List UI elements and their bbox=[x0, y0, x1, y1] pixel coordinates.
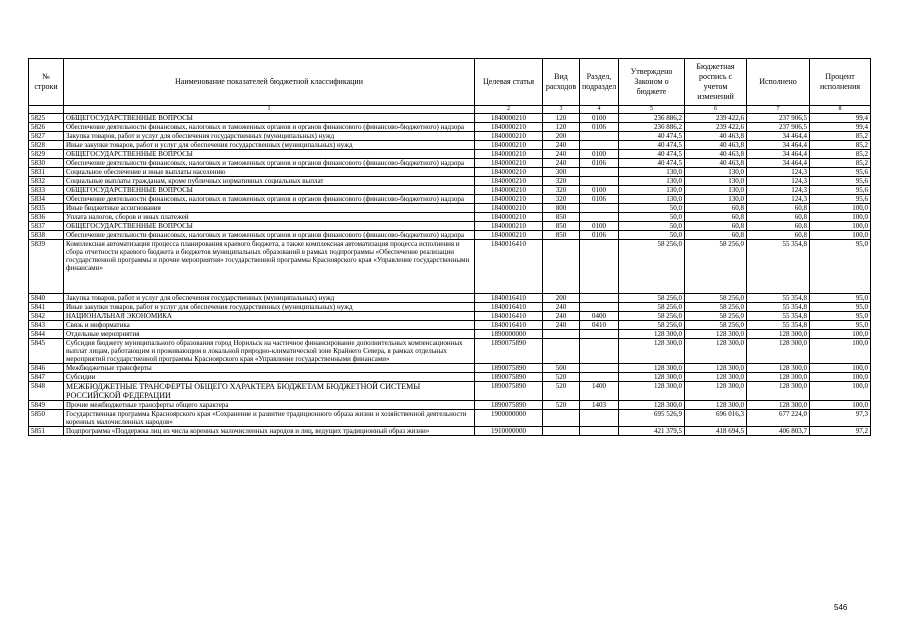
row-approved: 236 886,2 bbox=[619, 123, 685, 132]
row-section bbox=[580, 141, 619, 150]
row-percent: 95,0 bbox=[810, 321, 871, 330]
row-target: 1840000210 bbox=[475, 195, 543, 204]
row-executed: 60,8 bbox=[747, 231, 810, 240]
row-percent: 85,2 bbox=[810, 141, 871, 150]
row-expense-type: 320 bbox=[543, 186, 580, 195]
row-budget-list: 40 463,8 bbox=[685, 141, 747, 150]
row-percent: 85,2 bbox=[810, 159, 871, 168]
row-expense-type: 120 bbox=[543, 123, 580, 132]
row-section: 0100 bbox=[580, 222, 619, 231]
row-budget-list: 60,8 bbox=[685, 222, 747, 231]
row-executed: 55 354,8 bbox=[747, 321, 810, 330]
row-section bbox=[580, 339, 619, 364]
header-budget-list: Бюджетная роспись с учетом изменений bbox=[685, 59, 747, 106]
row-name: Социальное обеспечение и иные выплаты населению bbox=[64, 168, 475, 177]
row-section bbox=[580, 373, 619, 382]
row-approved: 236 886,2 bbox=[619, 114, 685, 123]
table-row bbox=[29, 195, 871, 204]
row-target: 1840000210 bbox=[475, 213, 543, 222]
row-name: ОБЩЕГОСУДАРСТВЕННЫЕ ВОПРОСЫ bbox=[64, 150, 475, 159]
row-percent: 85,2 bbox=[810, 132, 871, 141]
row-name: Обеспечение деятельности финансовых, налоговых и таможенных органов и органов финансового (финансово-бюджетного) надзора bbox=[64, 123, 475, 132]
row-approved: 128 300,0 bbox=[619, 401, 685, 410]
row-target: 1840016410 bbox=[475, 240, 543, 294]
row-expense-type: 520 bbox=[543, 373, 580, 382]
table-row bbox=[29, 222, 871, 231]
row-percent: 100,0 bbox=[810, 339, 871, 364]
row-number: 5848 bbox=[29, 382, 64, 401]
row-percent: 99,4 bbox=[810, 123, 871, 132]
table-row bbox=[29, 330, 871, 339]
row-percent: 100,0 bbox=[810, 204, 871, 213]
row-executed: 55 354,8 bbox=[747, 303, 810, 312]
row-section bbox=[580, 330, 619, 339]
row-number: 5827 bbox=[29, 132, 64, 141]
budget-table bbox=[28, 58, 871, 436]
row-section: 0100 bbox=[580, 114, 619, 123]
row-target: 1840000210 bbox=[475, 177, 543, 186]
row-number: 5839 bbox=[29, 240, 64, 294]
row-number: 5826 bbox=[29, 123, 64, 132]
row-approved: 128 300,0 bbox=[619, 330, 685, 339]
row-target: 1840000210 bbox=[475, 123, 543, 132]
row-approved: 58 256,0 bbox=[619, 312, 685, 321]
row-approved: 58 256,0 bbox=[619, 303, 685, 312]
row-section bbox=[580, 294, 619, 303]
column-number: 8 bbox=[810, 106, 871, 114]
table-row bbox=[29, 168, 871, 177]
row-target: 1840000210 bbox=[475, 168, 543, 177]
row-executed: 60,8 bbox=[747, 213, 810, 222]
row-number: 5825 bbox=[29, 114, 64, 123]
row-budget-list: 60,8 bbox=[685, 231, 747, 240]
row-expense-type: 200 bbox=[543, 294, 580, 303]
row-expense-type: 520 bbox=[543, 382, 580, 401]
row-section bbox=[580, 364, 619, 373]
header-row bbox=[29, 59, 871, 106]
row-section bbox=[580, 303, 619, 312]
column-number: 4 bbox=[580, 106, 619, 114]
row-executed: 60,8 bbox=[747, 204, 810, 213]
row-executed: 60,8 bbox=[747, 222, 810, 231]
table-row bbox=[29, 410, 871, 427]
row-budget-list: 40 463,8 bbox=[685, 132, 747, 141]
row-approved: 58 256,0 bbox=[619, 294, 685, 303]
row-section bbox=[580, 177, 619, 186]
row-target: 1840016410 bbox=[475, 321, 543, 330]
row-section bbox=[580, 427, 619, 436]
table-row bbox=[29, 364, 871, 373]
row-number: 5828 bbox=[29, 141, 64, 150]
row-percent: 95,6 bbox=[810, 168, 871, 177]
row-executed: 128 300,0 bbox=[747, 339, 810, 364]
row-approved: 40 474,5 bbox=[619, 150, 685, 159]
table-row bbox=[29, 213, 871, 222]
row-executed: 34 464,4 bbox=[747, 159, 810, 168]
row-expense-type bbox=[543, 240, 580, 294]
row-percent: 95,0 bbox=[810, 312, 871, 321]
row-percent: 100,0 bbox=[810, 231, 871, 240]
row-target: 1840000210 bbox=[475, 186, 543, 195]
row-percent: 100,0 bbox=[810, 373, 871, 382]
row-number: 5836 bbox=[29, 213, 64, 222]
row-executed: 55 354,8 bbox=[747, 312, 810, 321]
row-section: 0106 bbox=[580, 123, 619, 132]
row-budget-list: 60,8 bbox=[685, 213, 747, 222]
row-budget-list: 128 300,0 bbox=[685, 339, 747, 364]
row-number: 5829 bbox=[29, 150, 64, 159]
row-budget-list: 40 463,8 bbox=[685, 159, 747, 168]
row-executed: 128 300,0 bbox=[747, 364, 810, 373]
row-percent: 100,0 bbox=[810, 364, 871, 373]
budget-table-sheet bbox=[28, 58, 870, 436]
row-section: 0106 bbox=[580, 195, 619, 204]
row-number: 5835 bbox=[29, 204, 64, 213]
row-budget-list: 58 256,0 bbox=[685, 321, 747, 330]
row-approved: 40 474,5 bbox=[619, 159, 685, 168]
table-row bbox=[29, 303, 871, 312]
column-number-row bbox=[29, 106, 871, 114]
row-budget-list: 128 300,0 bbox=[685, 373, 747, 382]
header-approved: Утверждено Законом о бюджете bbox=[619, 59, 685, 106]
row-budget-list: 696 016,3 bbox=[685, 410, 747, 427]
row-budget-list: 40 463,8 bbox=[685, 150, 747, 159]
row-expense-type: 240 bbox=[543, 150, 580, 159]
row-name: ОБЩЕГОСУДАРСТВЕННЫЕ ВОПРОСЫ bbox=[64, 222, 475, 231]
table-row bbox=[29, 373, 871, 382]
row-approved: 50,0 bbox=[619, 213, 685, 222]
row-budget-list: 58 256,0 bbox=[685, 312, 747, 321]
row-target: 1840000210 bbox=[475, 159, 543, 168]
table-row bbox=[29, 159, 871, 168]
row-percent: 100,0 bbox=[810, 401, 871, 410]
row-executed: 124,3 bbox=[747, 186, 810, 195]
row-target: 1840000210 bbox=[475, 132, 543, 141]
row-budget-list: 58 256,0 bbox=[685, 240, 747, 294]
row-target: 1910000000 bbox=[475, 427, 543, 436]
row-expense-type: 850 bbox=[543, 213, 580, 222]
header-expense-type: Вид расходов bbox=[543, 59, 580, 106]
row-name: Обеспечение деятельности финансовых, налоговых и таможенных органов и органов финансового (финансово-бюджетного) надзора bbox=[64, 195, 475, 204]
row-number: 5840 bbox=[29, 294, 64, 303]
row-target: 1840000210 bbox=[475, 114, 543, 123]
row-number: 5830 bbox=[29, 159, 64, 168]
column-number: 2 bbox=[475, 106, 543, 114]
row-name: Закупка товаров, работ и услуг для обеспечения государственных (муниципальных) нужд bbox=[64, 294, 475, 303]
row-target: 1890075890 bbox=[475, 382, 543, 401]
row-expense-type bbox=[543, 339, 580, 364]
row-approved: 50,0 bbox=[619, 231, 685, 240]
row-expense-type: 240 bbox=[543, 321, 580, 330]
row-budget-list: 128 300,0 bbox=[685, 382, 747, 401]
row-name: ОБЩЕГОСУДАРСТВЕННЫЕ ВОПРОСЫ bbox=[64, 186, 475, 195]
column-number: 7 bbox=[747, 106, 810, 114]
row-target: 1840016410 bbox=[475, 312, 543, 321]
row-executed: 55 354,8 bbox=[747, 294, 810, 303]
row-name: Иные закупки товаров, работ и услуг для обеспечения государственных (муниципальных) нужд bbox=[64, 303, 475, 312]
row-approved: 128 300,0 bbox=[619, 382, 685, 401]
row-number: 5842 bbox=[29, 312, 64, 321]
row-budget-list: 130,0 bbox=[685, 195, 747, 204]
table-row bbox=[29, 123, 871, 132]
row-budget-list: 60,8 bbox=[685, 204, 747, 213]
row-executed: 34 464,4 bbox=[747, 150, 810, 159]
row-target: 1890075890 bbox=[475, 373, 543, 382]
row-budget-list: 128 300,0 bbox=[685, 364, 747, 373]
row-expense-type: 850 bbox=[543, 222, 580, 231]
row-executed: 124,3 bbox=[747, 177, 810, 186]
row-expense-type: 240 bbox=[543, 159, 580, 168]
table-body bbox=[29, 114, 871, 436]
row-executed: 237 906,5 bbox=[747, 123, 810, 132]
row-target: 1890075890 bbox=[475, 401, 543, 410]
row-percent: 95,0 bbox=[810, 294, 871, 303]
row-percent: 100,0 bbox=[810, 382, 871, 401]
row-approved: 50,0 bbox=[619, 204, 685, 213]
table-row bbox=[29, 132, 871, 141]
table-row bbox=[29, 204, 871, 213]
row-number: 5847 bbox=[29, 373, 64, 382]
row-section: 0106 bbox=[580, 159, 619, 168]
row-expense-type: 300 bbox=[543, 168, 580, 177]
row-budget-list: 239 422,6 bbox=[685, 114, 747, 123]
row-percent: 95,0 bbox=[810, 303, 871, 312]
table-row bbox=[29, 114, 871, 123]
column-number: 6 bbox=[685, 106, 747, 114]
row-section bbox=[580, 204, 619, 213]
row-approved: 58 256,0 bbox=[619, 321, 685, 330]
row-number: 5841 bbox=[29, 303, 64, 312]
row-budget-list: 58 256,0 bbox=[685, 294, 747, 303]
row-approved: 695 526,9 bbox=[619, 410, 685, 427]
row-number: 5833 bbox=[29, 186, 64, 195]
row-number: 5849 bbox=[29, 401, 64, 410]
row-expense-type: 120 bbox=[543, 114, 580, 123]
header-row-no: № строки bbox=[29, 59, 64, 106]
row-approved: 128 300,0 bbox=[619, 364, 685, 373]
column-number: 3 bbox=[543, 106, 580, 114]
row-section bbox=[580, 132, 619, 141]
header-target: Целевая статья bbox=[475, 59, 543, 106]
row-approved: 130,0 bbox=[619, 177, 685, 186]
row-name: Связь и информатика bbox=[64, 321, 475, 330]
table-row bbox=[29, 382, 871, 401]
row-name: Уплата налогов, сборов и иных платежей bbox=[64, 213, 475, 222]
row-target: 1840000210 bbox=[475, 222, 543, 231]
row-section bbox=[580, 240, 619, 294]
row-executed: 34 464,4 bbox=[747, 132, 810, 141]
row-approved: 128 300,0 bbox=[619, 373, 685, 382]
row-name: НАЦИОНАЛЬНАЯ ЭКОНОМИКА bbox=[64, 312, 475, 321]
row-target: 1840016410 bbox=[475, 303, 543, 312]
row-number: 5846 bbox=[29, 364, 64, 373]
column-number: 5 bbox=[619, 106, 685, 114]
row-name: Межбюджетные трансферты bbox=[64, 364, 475, 373]
table-row bbox=[29, 294, 871, 303]
row-expense-type bbox=[543, 410, 580, 427]
column-number: 1 bbox=[64, 106, 475, 114]
row-budget-list: 128 300,0 bbox=[685, 330, 747, 339]
row-expense-type: 240 bbox=[543, 312, 580, 321]
row-number: 5845 bbox=[29, 339, 64, 364]
row-expense-type: 320 bbox=[543, 177, 580, 186]
row-target: 1840000210 bbox=[475, 231, 543, 240]
table-row bbox=[29, 321, 871, 330]
row-name: Иные закупки товаров, работ и услуг для обеспечения государственных (муниципальных) нужд bbox=[64, 141, 475, 150]
header-section: Раздел, подраздел bbox=[580, 59, 619, 106]
row-number: 5851 bbox=[29, 427, 64, 436]
row-name: Государственная программа Красноярского края «Сохранение и развитие традиционного образа жизни и хозяйственной деятельности коренных малочисленных народов» bbox=[64, 410, 475, 427]
row-section bbox=[580, 213, 619, 222]
row-name: Субсидии bbox=[64, 373, 475, 382]
header-name: Наименование показателей бюджетной классификации bbox=[64, 59, 475, 106]
row-executed: 128 300,0 bbox=[747, 382, 810, 401]
row-percent: 100,0 bbox=[810, 213, 871, 222]
row-section: 0106 bbox=[580, 231, 619, 240]
row-target: 1890000000 bbox=[475, 330, 543, 339]
row-expense-type: 200 bbox=[543, 132, 580, 141]
table-row bbox=[29, 177, 871, 186]
row-number: 5850 bbox=[29, 410, 64, 427]
row-budget-list: 128 300,0 bbox=[685, 401, 747, 410]
row-name: Субсидия бюджету муниципального образования город Норильск на частичное финансирование дополнительных компенсационных выплат лицам, работающим и проживающим в локальной природно-климатической зоне Крайнего Севера, в рамках отдельных мероприятий государственной программы Красноярского края «Управление государственными финансами» bbox=[64, 339, 475, 364]
row-target: 1840016410 bbox=[475, 294, 543, 303]
row-expense-type bbox=[543, 427, 580, 436]
row-percent: 97,3 bbox=[810, 410, 871, 427]
row-number: 5838 bbox=[29, 231, 64, 240]
row-approved: 40 474,5 bbox=[619, 141, 685, 150]
row-approved: 40 474,5 bbox=[619, 132, 685, 141]
row-section bbox=[580, 168, 619, 177]
row-expense-type: 850 bbox=[543, 231, 580, 240]
row-name: Иные бюджетные ассигнования bbox=[64, 204, 475, 213]
row-approved: 421 379,5 bbox=[619, 427, 685, 436]
row-percent: 100,0 bbox=[810, 330, 871, 339]
row-name: Обеспечение деятельности финансовых, налоговых и таможенных органов и органов финансового (финансово-бюджетного) надзора bbox=[64, 231, 475, 240]
row-executed: 677 224,0 bbox=[747, 410, 810, 427]
row-name: Прочие межбюджетные трансферты общего характера bbox=[64, 401, 475, 410]
row-executed: 124,3 bbox=[747, 168, 810, 177]
page-number: 546 bbox=[834, 603, 848, 612]
row-percent: 100,0 bbox=[810, 222, 871, 231]
row-target: 1840000210 bbox=[475, 150, 543, 159]
row-budget-list: 418 694,5 bbox=[685, 427, 747, 436]
row-approved: 128 300,0 bbox=[619, 339, 685, 364]
row-expense-type: 240 bbox=[543, 303, 580, 312]
row-expense-type: 320 bbox=[543, 195, 580, 204]
table-row bbox=[29, 312, 871, 321]
row-executed: 34 464,4 bbox=[747, 141, 810, 150]
table-row bbox=[29, 401, 871, 410]
row-name: Подпрограмма «Поддержка лиц из числа коренных малочисленных народов и лиц, ведущих традиционный образ жизни» bbox=[64, 427, 475, 436]
row-section: 0400 bbox=[580, 312, 619, 321]
table-row bbox=[29, 231, 871, 240]
row-executed: 55 354,8 bbox=[747, 240, 810, 294]
row-name: Социальные выплаты гражданам, кроме публичных нормативных социальных выплат bbox=[64, 177, 475, 186]
row-target: 1890075890 bbox=[475, 364, 543, 373]
table-row bbox=[29, 141, 871, 150]
row-expense-type: 520 bbox=[543, 401, 580, 410]
row-target: 1840000210 bbox=[475, 204, 543, 213]
row-name: ОБЩЕГОСУДАРСТВЕННЫЕ ВОПРОСЫ bbox=[64, 114, 475, 123]
row-name: МЕЖБЮДЖЕТНЫЕ ТРАНСФЕРТЫ ОБЩЕГО ХАРАКТЕРА БЮДЖЕТАМ БЮДЖЕТНОЙ СИСТЕМЫ РОССИЙСКОЙ ФЕДЕРАЦИИ bbox=[64, 382, 475, 401]
row-number: 5832 bbox=[29, 177, 64, 186]
row-percent: 95,0 bbox=[810, 240, 871, 294]
row-expense-type: 500 bbox=[543, 364, 580, 373]
row-executed: 128 300,0 bbox=[747, 373, 810, 382]
row-target: 1900000000 bbox=[475, 410, 543, 427]
row-percent: 85,2 bbox=[810, 150, 871, 159]
row-executed: 128 300,0 bbox=[747, 330, 810, 339]
row-executed: 406 803,7 bbox=[747, 427, 810, 436]
row-name: Отдельные мероприятия bbox=[64, 330, 475, 339]
row-number: 5831 bbox=[29, 168, 64, 177]
row-section: 0100 bbox=[580, 186, 619, 195]
row-percent: 95,6 bbox=[810, 177, 871, 186]
row-number: 5844 bbox=[29, 330, 64, 339]
row-approved: 130,0 bbox=[619, 168, 685, 177]
row-section: 1403 bbox=[580, 401, 619, 410]
row-approved: 58 256,0 bbox=[619, 240, 685, 294]
header-percent: Процент исполнения bbox=[810, 59, 871, 106]
row-percent: 97,2 bbox=[810, 427, 871, 436]
row-section bbox=[580, 410, 619, 427]
row-approved: 130,0 bbox=[619, 186, 685, 195]
row-section: 0100 bbox=[580, 150, 619, 159]
row-target: 1840000210 bbox=[475, 141, 543, 150]
table-row bbox=[29, 240, 871, 294]
row-number: 5837 bbox=[29, 222, 64, 231]
row-percent: 99,4 bbox=[810, 114, 871, 123]
row-approved: 50,0 bbox=[619, 222, 685, 231]
row-expense-type bbox=[543, 330, 580, 339]
row-budget-list: 130,0 bbox=[685, 168, 747, 177]
row-section: 1400 bbox=[580, 382, 619, 401]
row-target: 1890075890 bbox=[475, 339, 543, 364]
row-budget-list: 130,0 bbox=[685, 186, 747, 195]
table-row bbox=[29, 427, 871, 436]
column-number bbox=[29, 106, 64, 114]
row-section: 0410 bbox=[580, 321, 619, 330]
row-name: Обеспечение деятельности финансовых, налоговых и таможенных органов и органов финансового (финансово-бюджетного) надзора bbox=[64, 159, 475, 168]
table-row bbox=[29, 150, 871, 159]
row-expense-type: 800 bbox=[543, 204, 580, 213]
row-executed: 128 300,0 bbox=[747, 401, 810, 410]
row-budget-list: 58 256,0 bbox=[685, 303, 747, 312]
row-budget-list: 239 422,6 bbox=[685, 123, 747, 132]
row-expense-type: 240 bbox=[543, 141, 580, 150]
row-executed: 237 906,5 bbox=[747, 114, 810, 123]
row-number: 5843 bbox=[29, 321, 64, 330]
row-approved: 130,0 bbox=[619, 195, 685, 204]
row-number: 5834 bbox=[29, 195, 64, 204]
row-name: Комплексная автоматизация процесса планирования краевого бюджета, а также комплексная автоматизация процесса исполнения и сбора отчетности краевого бюджета и бюджетов муниципальных образований в рамках подпрограммы «Обеспечение реализации государственной программы и прочие мероприятия» государственной программы Красноярского края «Управление государственными финансами» bbox=[64, 240, 475, 294]
header-executed: Исполнено bbox=[747, 59, 810, 106]
row-executed: 124,3 bbox=[747, 195, 810, 204]
row-percent: 95,6 bbox=[810, 195, 871, 204]
row-percent: 95,6 bbox=[810, 186, 871, 195]
table-row bbox=[29, 186, 871, 195]
table-row bbox=[29, 339, 871, 364]
row-name: Закупка товаров, работ и услуг для обеспечения государственных (муниципальных) нужд bbox=[64, 132, 475, 141]
row-budget-list: 130,0 bbox=[685, 177, 747, 186]
